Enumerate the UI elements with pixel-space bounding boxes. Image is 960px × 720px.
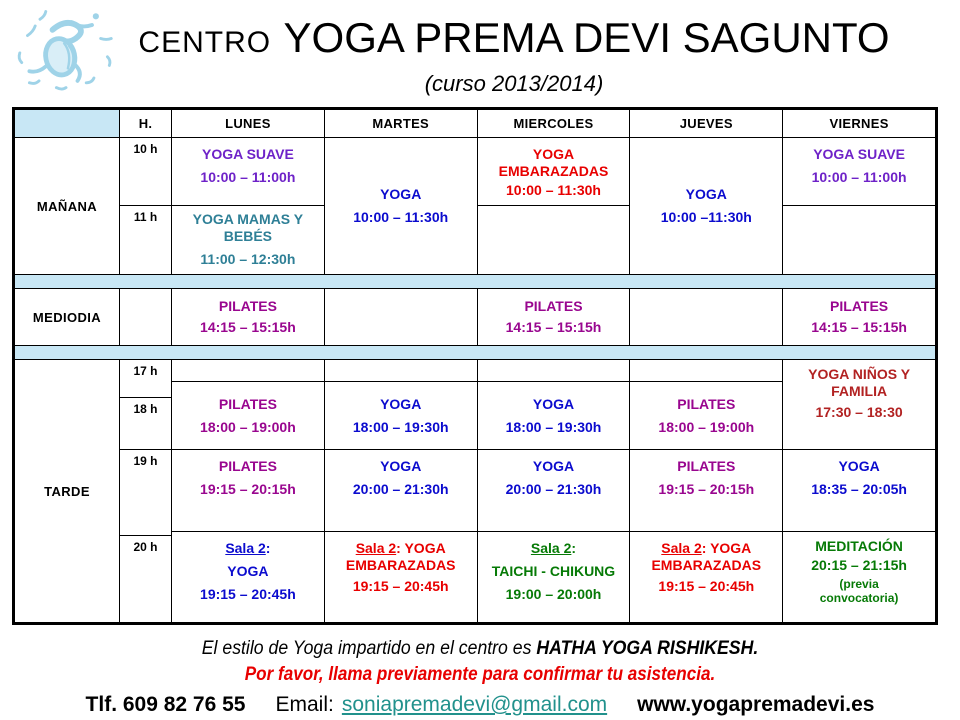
class-cell-miercoles-18h	[478, 382, 630, 450]
empty-cell-miercoles-17h	[478, 360, 630, 382]
hour-label-10h: 10 h	[120, 138, 171, 206]
empty-cell-viernes-11h	[783, 206, 935, 274]
class-cell-lunes-20h	[172, 532, 324, 622]
class-title: YOGA	[838, 458, 880, 474]
column-martes	[325, 138, 478, 274]
warning-line: Por favor, llama previamente para confirmar tu asistencia.	[244, 664, 716, 685]
class-cell-jueves-20h	[630, 532, 782, 622]
column-martes	[325, 289, 478, 345]
col-header-jueves: JUEVES	[630, 110, 783, 137]
class-cell-lunes-11h	[172, 206, 324, 274]
class-time: 19:15 – 20:45h	[658, 578, 755, 594]
hours-column	[120, 138, 172, 274]
table-header-row	[15, 110, 935, 138]
class-title: PILATES	[218, 298, 277, 314]
col-header-viernes: VIERNES	[829, 116, 889, 131]
class-title: PILATES	[524, 298, 583, 314]
column-miercoles	[478, 138, 631, 274]
room-label: Sala 2	[661, 540, 702, 556]
class-title: YOGA	[532, 458, 575, 474]
class-cell-martes-19h	[325, 450, 477, 532]
class-cell-martes-manana	[325, 138, 477, 274]
class-title: YOGA	[380, 458, 422, 474]
column-miercoles	[478, 289, 631, 345]
class-room-line: Sala 2:	[530, 540, 577, 556]
class-title: YOGA	[380, 186, 422, 202]
class-title: EMBARAZADAS	[651, 557, 762, 573]
col-header-miercoles: MIERCOLES	[478, 110, 631, 137]
class-cell-jueves-manana	[630, 138, 782, 274]
separator-band	[15, 345, 935, 360]
class-cell-martes-18h	[325, 382, 477, 450]
style-line: El estilo de Yoga impartido en el centro es HATHA YOGA RISHIKESH.	[201, 638, 759, 659]
class-room-line: Sala 2: YOGA	[661, 540, 752, 556]
hour-label-17h: 17 h	[120, 360, 171, 398]
class-time: 20:15 – 21:15h	[811, 557, 907, 573]
email-group	[276, 693, 608, 717]
column-jueves	[630, 360, 783, 622]
class-cell-lunes-10h	[172, 138, 324, 206]
hours-column	[120, 360, 172, 622]
class-cell-miercoles-19h	[478, 450, 630, 532]
room-label: Sala 2	[530, 540, 572, 556]
class-title: YOGA	[532, 395, 575, 412]
class-cell-jueves-18h	[630, 382, 782, 450]
section-tarde	[15, 360, 935, 622]
class-cell-lunes-19h	[172, 450, 324, 532]
period-label-tarde: TARDE	[15, 360, 120, 622]
column-lunes	[172, 360, 325, 622]
class-time: 18:35 – 20:05h	[811, 481, 907, 497]
class-time: 18:00 – 19:30h	[352, 418, 449, 435]
class-time: 10:00 – 11:00h	[811, 169, 907, 185]
class-time: 14:15 – 15:15h	[505, 319, 602, 335]
hour-label-20h: 20 h	[133, 540, 158, 554]
class-time: 18:00 – 19:00h	[658, 418, 755, 435]
class-cell-lunes-18h	[172, 382, 324, 450]
class-cell-lunes-mediodia	[172, 289, 324, 345]
class-note: (previa convocatoria)	[819, 577, 899, 605]
class-room-line: Sala 2:	[225, 540, 271, 556]
class-time: 19:15 – 20:45h	[352, 578, 449, 594]
class-cell-viernes-19h	[783, 450, 935, 532]
page-footer	[0, 638, 960, 717]
email-link[interactable]: soniapremadevi@gmail.com	[341, 693, 608, 716]
period-label-mediodia: MEDIODIA	[15, 289, 120, 345]
class-title: EMBARAZADAS	[345, 557, 456, 573]
column-martes	[325, 360, 478, 622]
email-label: Email:	[275, 693, 334, 716]
title-centro: CENTRO	[138, 26, 272, 59]
column-viernes	[783, 360, 935, 622]
om-sun-icon	[14, 4, 118, 98]
class-title: YOGA NIÑOS Y FAMILIA	[808, 366, 911, 399]
column-miercoles	[478, 360, 631, 622]
empty-cell-martes-mediodia	[325, 289, 477, 345]
class-time: 19:15 – 20:15h	[200, 481, 296, 497]
col-header-martes: MARTES	[325, 110, 478, 137]
course-year-subtitle: (curso 2013/2014)	[424, 71, 604, 96]
room-label: Sala 2	[355, 540, 397, 556]
empty-cell-lunes-17h	[172, 360, 324, 382]
hour-label-18h: 18 h	[120, 398, 171, 450]
empty-cell-jueves-17h	[630, 360, 782, 382]
class-cell-viernes-17h	[783, 360, 935, 450]
class-title: PILATES	[677, 395, 736, 412]
website-url: www.yogapremadevi.es	[637, 693, 875, 716]
col-header-lunes: LUNES	[172, 110, 325, 137]
class-title: TAICHI - CHIKUNG	[491, 563, 616, 579]
class-title: YOGA SUAVE	[202, 146, 294, 162]
class-cell-viernes-10h	[783, 138, 935, 206]
class-time: 10:00 – 11:00h	[200, 169, 296, 185]
class-time: 17:30 – 18:30	[815, 404, 903, 420]
section-mediodia	[15, 289, 935, 345]
class-cell-jueves-19h	[630, 450, 782, 532]
class-time: 20:00 – 21:30h	[352, 481, 449, 497]
class-title: PILATES	[218, 458, 277, 474]
room-label: Sala 2	[225, 540, 266, 556]
empty-cell-jueves-mediodia	[630, 289, 782, 345]
class-time: 19:00 – 20:00h	[505, 586, 602, 602]
column-lunes	[172, 289, 325, 345]
class-cell-viernes-mediodia	[783, 289, 935, 345]
class-time: 10:00 – 11:30h	[506, 182, 601, 198]
class-time: 20:00 – 21:30h	[505, 481, 602, 497]
separator-band	[15, 274, 935, 289]
class-room-line: Sala 2: YOGA	[355, 540, 446, 556]
class-time: 14:15 – 15:15h	[811, 319, 907, 335]
class-cell-miercoles-20h	[478, 532, 630, 622]
column-viernes	[783, 138, 935, 274]
class-cell-viernes-20h	[783, 532, 935, 622]
phone-number: Tlf. 609 82 76 55	[85, 693, 246, 716]
class-cell-martes-20h	[325, 532, 477, 622]
schedule-table	[12, 107, 938, 625]
class-time: 19:15 – 20:45h	[200, 586, 296, 602]
contact-line	[0, 693, 960, 717]
corner-cell	[15, 110, 120, 137]
class-title: YOGA EMBARAZADAS	[498, 146, 609, 179]
class-title: YOGA	[380, 395, 422, 412]
class-time: 10:00 –11:30h	[660, 209, 752, 225]
class-title: YOGA	[227, 563, 269, 579]
section-manana	[15, 138, 935, 274]
class-title: YOGA MAMAS Y BEBÉS	[192, 211, 304, 244]
hour-label-11h: 11 h	[133, 210, 158, 224]
col-header-hours: H.	[120, 110, 172, 137]
column-jueves	[630, 138, 783, 274]
class-title: YOGA	[685, 186, 727, 202]
class-title: MEDITACIÓN	[815, 538, 903, 554]
class-time: 14:15 – 15:15h	[200, 319, 296, 335]
class-title: PILATES	[830, 298, 889, 314]
style-name: HATHA YOGA RISHIKESH.	[536, 638, 759, 659]
class-title: PILATES	[218, 395, 277, 412]
empty-cell-miercoles-11h	[478, 206, 630, 274]
class-cell-miercoles-mediodia	[478, 289, 630, 345]
page-header	[14, 4, 944, 102]
column-lunes	[172, 138, 325, 274]
column-viernes	[783, 289, 935, 345]
class-time: 11:00 – 12:30h	[200, 251, 296, 267]
class-title: PILATES	[677, 458, 736, 474]
title-centre-name: YOGA PREMA DEVI SAGUNTO	[283, 14, 890, 61]
column-jueves	[630, 289, 783, 345]
class-cell-miercoles-10h	[478, 138, 630, 206]
hour-label-19h: 19 h	[120, 450, 171, 536]
hours-column	[120, 289, 172, 345]
period-label-manana: MAÑANA	[15, 138, 120, 274]
empty-cell-martes-17h	[325, 360, 477, 382]
class-time: 19:15 – 20:15h	[658, 481, 755, 497]
empty-hour-cell	[120, 289, 171, 345]
page-title	[118, 16, 910, 70]
class-time: 18:00 – 19:30h	[505, 418, 602, 435]
class-time: 10:00 – 11:30h	[353, 209, 449, 225]
class-title: YOGA SUAVE	[813, 146, 905, 162]
class-time: 18:00 – 19:00h	[200, 418, 296, 435]
